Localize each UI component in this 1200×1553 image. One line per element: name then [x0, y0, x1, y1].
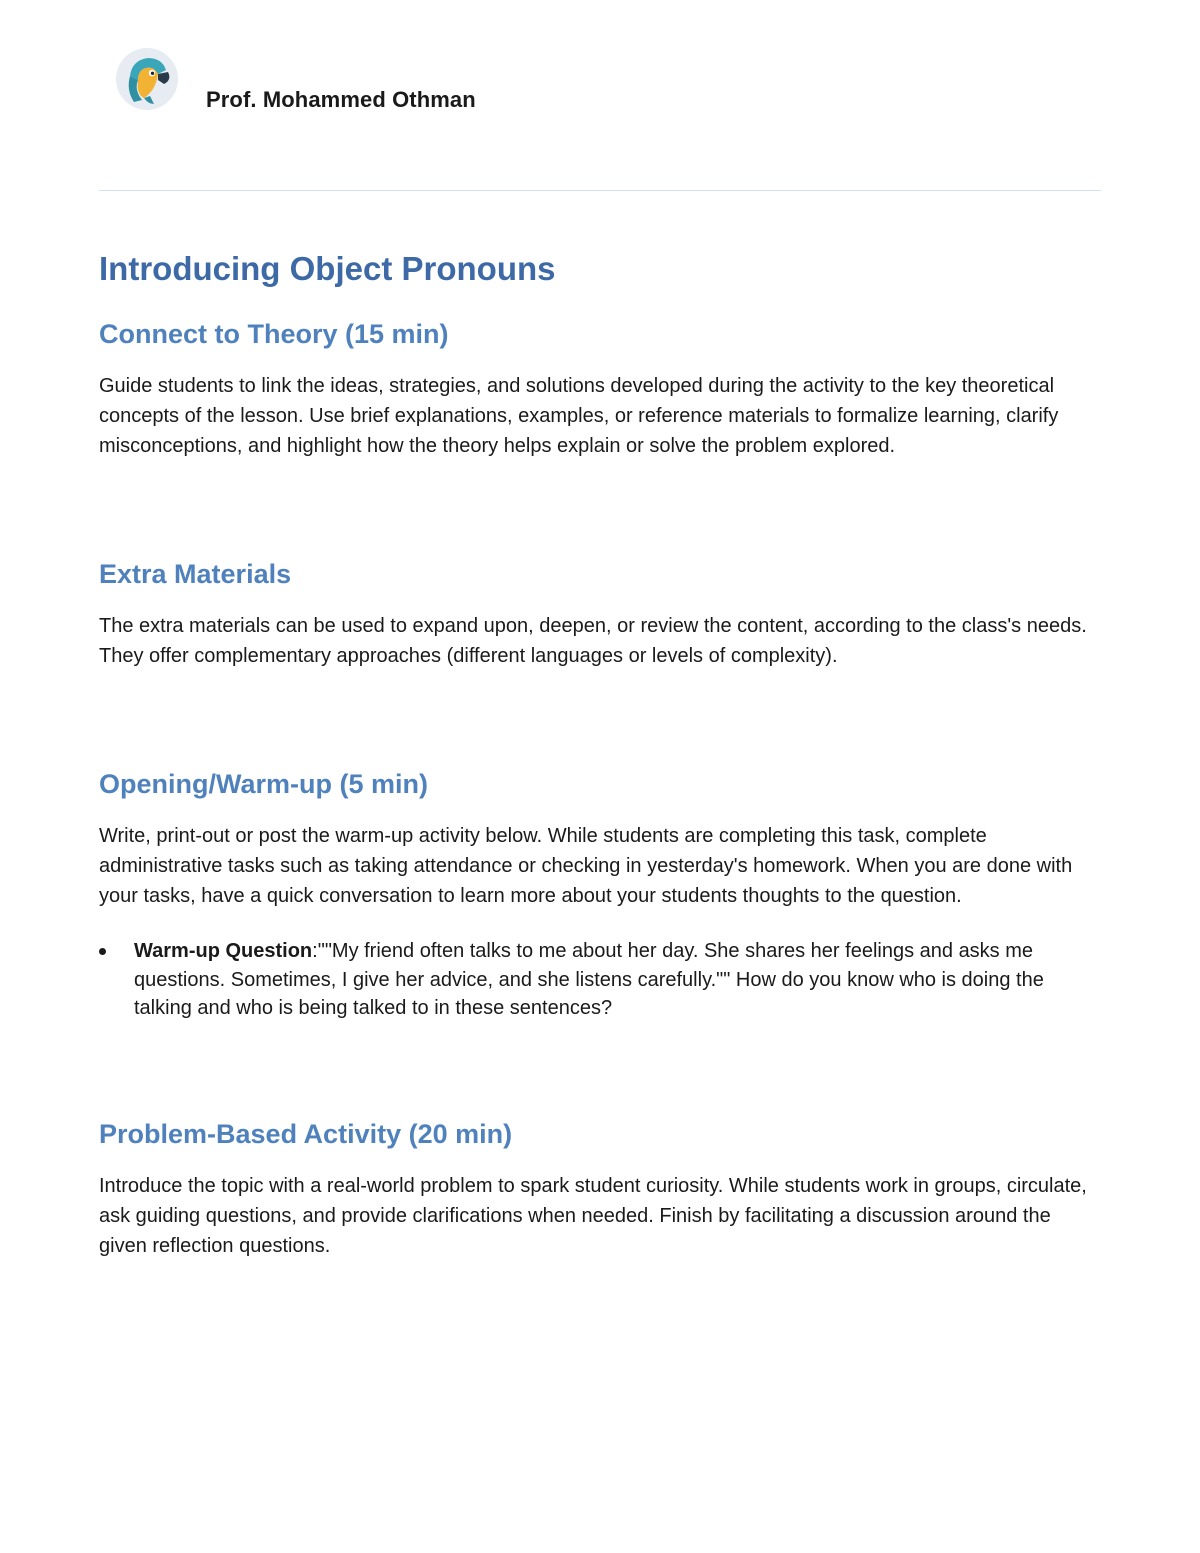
warm-up-question-label: Warm-up Question — [134, 940, 313, 962]
section-text-connect-to-theory: Guide students to link the ideas, strategies, and solutions developed during the activity to the key theoretical concepts of the lesson. Use brief explanations, examples, or reference materials to formalize learning, clarify misconceptions, and highlight how the theory helps explain or solve the problem explored. — [99, 375, 1059, 457]
section-heading-problem-based-activity: Problem-Based Activity (20 min) — [99, 1118, 513, 1149]
bullet-icon — [99, 948, 106, 955]
section-text-problem-based-activity: Introduce the topic with a real-world problem to spark student curiosity. While students work in groups, circulate, ask guiding questions, and provide clarifications when needed. Finish by facilitating a discussion around the given reflection questions. — [99, 1174, 1087, 1257]
section-heading-extra-materials: Extra Materials — [99, 559, 292, 589]
section-text-extra-materials: The extra materials can be used to expand upon, deepen, or review the content, according to the class's needs. They offer complementary approaches (different languages or levels of complexity). — [99, 615, 1087, 667]
warm-up-list — [99, 937, 1101, 1023]
document-body — [99, 248, 1101, 1261]
section-heading-connect-to-theory: Connect to Theory (15 min) — [99, 319, 449, 349]
section-heading-opening-warm-up: Opening/Warm-up (5 min) — [99, 769, 428, 799]
warm-up-question-text: :""My friend often talks to me about her day. She shares her feelings and asks me questions. Sometimes, I give her advice, and she listens carefully."" How do you know who is doing the talking and who is being talked to in these sentences? — [134, 940, 1044, 1019]
author-name: Prof. Mohammed Othman — [206, 87, 476, 112]
header-divider — [99, 190, 1101, 191]
list-item — [99, 937, 1101, 1023]
parrot-logo-icon — [114, 46, 180, 112]
section-text-opening-warm-up: Write, print-out or post the warm-up activity below. While students are completing this task, complete administrative tasks such as taking attendance or checking in yesterday's homework. When you are done with your tasks, have a quick conversation to learn more about your students thoughts to the question. — [99, 825, 1073, 907]
page-header — [114, 46, 1100, 116]
document-title: Introducing Object Pronouns — [99, 250, 556, 287]
